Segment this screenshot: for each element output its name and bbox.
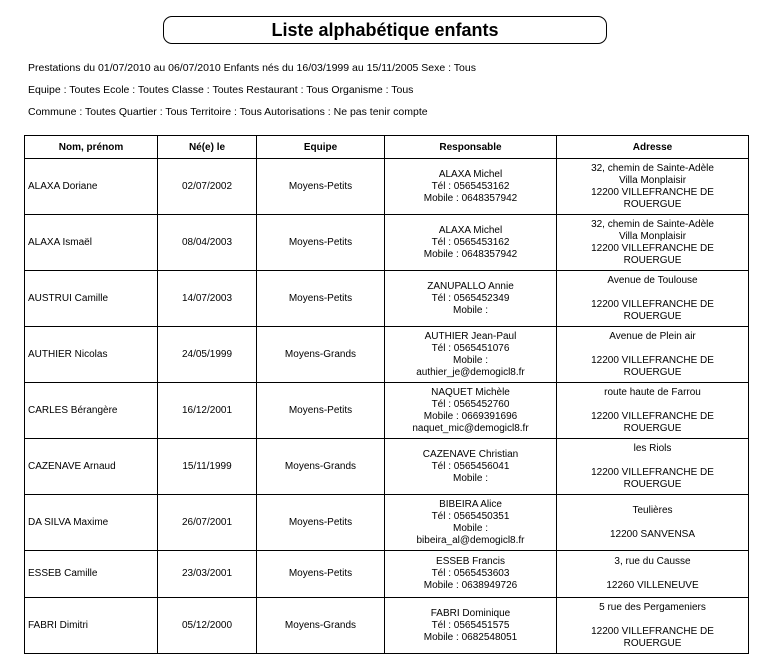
cell-equipe: Moyens-Petits (257, 551, 385, 598)
responsable-line: ALAXA Michel (438, 168, 503, 180)
responsable-line: ALAXA Michel (438, 224, 503, 236)
responsable-line: Mobile : (452, 522, 488, 534)
filter-line-equipe: Equipe : Toutes Ecole : Toutes Classe : Toutes Restaurant : Tous Organisme : Tous (28, 84, 414, 96)
cell-responsable (385, 271, 557, 327)
adresse-line: les Riols (633, 442, 672, 454)
responsable-line: Tél : 0565456041 (431, 460, 510, 472)
cell-adresse (557, 598, 749, 654)
column-header-responsable: Responsable (385, 136, 557, 159)
cell-adresse (557, 215, 749, 271)
cell-ne: 24/05/1999 (158, 327, 257, 383)
responsable-line: Tél : 0565451076 (431, 342, 510, 354)
responsable-line: Tél : 0565452349 (431, 292, 510, 304)
cell-nom: ALAXA Doriane (25, 159, 158, 215)
table-row (25, 383, 749, 439)
column-header-nom: Nom, prénom (25, 136, 158, 159)
responsable-line: bibeira_al@demogicl8.fr (416, 534, 525, 546)
cell-ne: 02/07/2002 (158, 159, 257, 215)
cell-nom: AUSTRUI Camille (25, 271, 158, 327)
responsable-line: Mobile : 0648357942 (423, 248, 518, 260)
adresse-line: ROUERGUE (623, 637, 682, 649)
responsable-line: AUTHIER Jean-Paul (424, 330, 517, 342)
responsable-line: Mobile : (452, 354, 488, 366)
responsable-line: CAZENAVE Christian (422, 448, 519, 460)
cell-responsable (385, 215, 557, 271)
adresse-line: 3, rue du Causse (614, 556, 691, 567)
responsable-line: Mobile : 0648357942 (423, 192, 518, 204)
cell-adresse (557, 327, 749, 383)
table-row (25, 551, 749, 598)
responsable-line: ZANUPALLO Annie (427, 280, 514, 292)
adresse-line: 5 rue des Pergameniers (599, 601, 706, 613)
table-header-row (25, 136, 749, 159)
adresse-line: 12200 VILLEFRANCHE DE (591, 354, 714, 366)
cell-adresse (557, 551, 749, 598)
responsable-line: BIBEIRA Alice (439, 498, 502, 510)
responsable-line: Tél : 0565453603 (431, 568, 510, 579)
cell-equipe: Moyens-Petits (257, 383, 385, 439)
adresse-line: ROUERGUE (623, 422, 682, 434)
table-row (25, 495, 749, 551)
adresse-line: ROUERGUE (623, 198, 682, 210)
cell-responsable (385, 159, 557, 215)
cell-responsable (385, 439, 557, 495)
adresse-line: 12200 VILLEFRANCHE DE (591, 625, 714, 637)
cell-adresse (557, 383, 749, 439)
table-row (25, 598, 749, 654)
cell-ne: 16/12/2001 (158, 383, 257, 439)
cell-equipe: Moyens-Grands (257, 598, 385, 654)
responsable-line: Tél : 0565452760 (431, 398, 510, 410)
cell-adresse (557, 439, 749, 495)
table-row (25, 215, 749, 271)
table-row (25, 439, 749, 495)
cell-nom: AUTHIER Nicolas (25, 327, 158, 383)
responsable-line: Tél : 0565451575 (431, 619, 510, 631)
cell-adresse (557, 495, 749, 551)
filter-line-prestations: Prestations du 01/07/2010 au 06/07/2010 Enfants nés du 16/03/1999 au 15/11/2005 Sexe : Tous (28, 62, 476, 74)
responsable-line: authier_je@demogicl8.fr (416, 366, 525, 378)
table-row (25, 159, 749, 215)
adresse-line: 12200 SANVENSA (609, 528, 696, 540)
cell-nom: ESSEB Camille (25, 551, 158, 598)
column-header-equipe: Equipe (257, 136, 385, 159)
adresse-line: 32, chemin de Sainte-Adèle (591, 218, 714, 230)
adresse-line: 12200 VILLEFRANCHE DE (591, 410, 714, 422)
children-table (24, 135, 749, 654)
cell-equipe: Moyens-Grands (257, 439, 385, 495)
adresse-line: Teulières (632, 504, 673, 516)
responsable-line: FABRI Dominique (430, 607, 511, 619)
adresse-line: 12200 VILLEFRANCHE DE (591, 186, 714, 198)
cell-ne: 23/03/2001 (158, 551, 257, 598)
cell-nom: CAZENAVE Arnaud (25, 439, 158, 495)
responsable-line: Mobile : 0682548051 (423, 631, 518, 643)
cell-nom: ALAXA Ismaël (25, 215, 158, 271)
adresse-line: 12200 VILLEFRANCHE DE (591, 242, 714, 254)
adresse-line: 12200 VILLEFRANCHE DE (591, 298, 714, 310)
cell-responsable (385, 551, 557, 598)
responsable-line: Tél : 0565453162 (431, 236, 510, 248)
responsable-line: ESSEB Francis (436, 556, 505, 567)
cell-equipe: Moyens-Petits (257, 271, 385, 327)
cell-adresse (557, 159, 749, 215)
column-header-adresse: Adresse (557, 136, 749, 159)
filter-line-commune: Commune : Toutes Quartier : Tous Territoire : Tous Autorisations : Ne pas tenir compte (28, 106, 428, 118)
adresse-line: 12200 VILLEFRANCHE DE (591, 466, 714, 478)
cell-equipe: Moyens-Petits (257, 215, 385, 271)
adresse-line: ROUERGUE (623, 478, 682, 490)
cell-ne: 08/04/2003 (158, 215, 257, 271)
table-row (25, 271, 749, 327)
report-title: Liste alphabétique enfants (163, 16, 607, 44)
column-header-ne: Né(e) le (158, 136, 257, 159)
cell-ne: 05/12/2000 (158, 598, 257, 654)
adresse-line: Villa Monplaisir (618, 174, 687, 186)
cell-ne: 14/07/2003 (158, 271, 257, 327)
cell-responsable (385, 598, 557, 654)
responsable-line: Tél : 0565453162 (431, 180, 510, 192)
adresse-line: ROUERGUE (623, 366, 682, 378)
adresse-line: Avenue de Toulouse (607, 274, 698, 286)
cell-responsable (385, 495, 557, 551)
responsable-line: NAQUET Michèle (431, 386, 510, 398)
cell-equipe: Moyens-Grands (257, 327, 385, 383)
cell-nom: CARLES Bérangère (25, 383, 158, 439)
cell-nom: FABRI Dimitri (25, 598, 158, 654)
adresse-line: route haute de Farrou (604, 386, 701, 398)
cell-ne: 26/07/2001 (158, 495, 257, 551)
cell-equipe: Moyens-Petits (257, 495, 385, 551)
adresse-line: Avenue de Plein air (609, 330, 696, 342)
adresse-line: 32, chemin de Sainte-Adèle (591, 162, 714, 174)
responsable-line: Mobile : 0638949726 (423, 580, 518, 591)
cell-equipe: Moyens-Petits (257, 159, 385, 215)
responsable-line: Tél : 0565450351 (431, 510, 510, 522)
adresse-line: Villa Monplaisir (618, 230, 687, 242)
adresse-line: ROUERGUE (623, 254, 682, 266)
responsable-line: Mobile : 0669391696 (423, 410, 518, 422)
cell-ne: 15/11/1999 (158, 439, 257, 495)
table-row (25, 327, 749, 383)
responsable-line: naquet_mic@demogicl8.fr (412, 422, 529, 434)
cell-responsable (385, 383, 557, 439)
responsable-line: Mobile : (452, 472, 488, 484)
adresse-line: ROUERGUE (623, 310, 682, 322)
cell-adresse (557, 271, 749, 327)
responsable-line: Mobile : (452, 304, 488, 316)
adresse-line: 12260 VILLENEUVE (606, 580, 699, 591)
cell-nom: DA SILVA Maxime (25, 495, 158, 551)
cell-responsable (385, 327, 557, 383)
